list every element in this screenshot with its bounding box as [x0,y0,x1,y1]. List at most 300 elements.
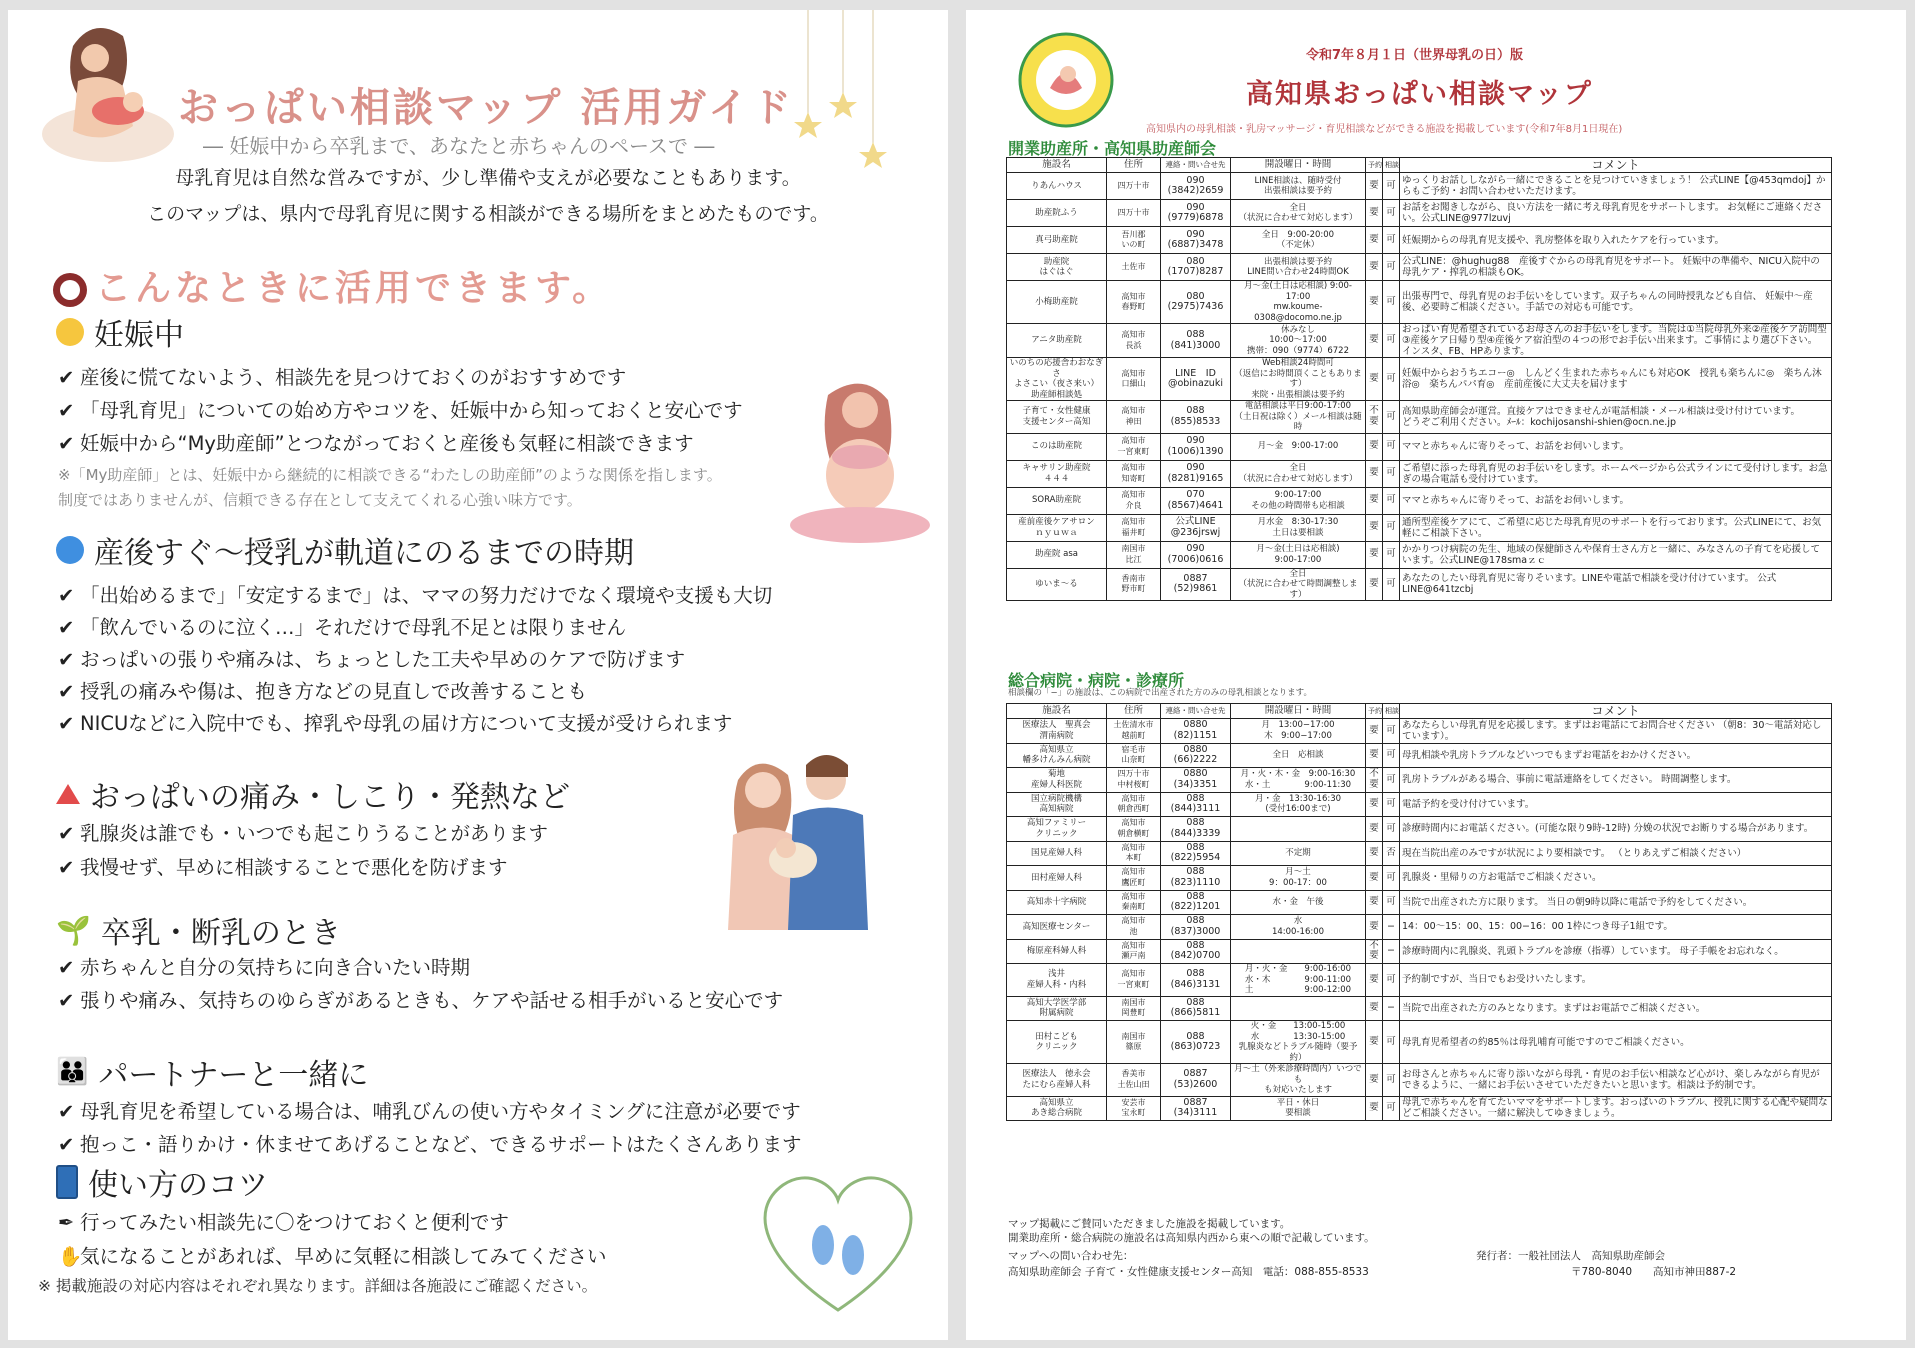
consult-flag: 可 [1383,568,1400,601]
facility-name: 助産院ふう [1007,200,1107,227]
col-reservation: 予約 [1366,158,1383,173]
facility-hours: 9:00-17:00 その他の時間帯も応相談 [1231,487,1366,514]
facility-hours: 休みなし 10:00〜17:00 携帯：090（9774）6722 [1231,324,1366,358]
footnote: ※ 掲載施設の対応内容はそれぞれ異なります。詳細は各施設にご確認ください。 [38,1277,598,1295]
reservation-flag: 要 [1366,173,1383,200]
table-row [1007,964,1832,997]
facility-hours: 月 13:00−17:00 木 9:00−17:00 [1231,719,1366,744]
table-row [1007,996,1832,1021]
consult-flag: − [1383,939,1400,964]
list-item: ✔ 抱っこ・語りかけ・休ませてあげることなど、できるサポートはたくさんあります [58,1133,802,1156]
table-row [1007,358,1832,401]
table-row [1007,866,1832,891]
table-row [1007,568,1832,601]
facility-address: 南国市 比江 [1107,541,1161,568]
facility-comment: 通所型産後ケアにて、ご希望に応じた母乳育児のサポートを行っております。公式LINEにて、お気軽にご相談下さい。 [1400,514,1832,541]
facility-name: キャサリン助産院 ４４４ [1007,460,1107,487]
family-icon: 👪 [56,1057,89,1087]
facility-phone: 0887 (52)9861 [1161,568,1231,601]
list-item: ✔ 授乳の痛みや傷は、抱き方などの見直しで改善することも [58,680,588,703]
facility-hours: 水・金 午後 [1231,890,1366,915]
table-row [1007,841,1832,866]
reservation-flag: 要 [1366,996,1383,1021]
facility-address: 高知市 介良 [1107,487,1161,514]
col-consult: 相談 [1383,158,1400,173]
facility-address: 土佐清水市 越前町 [1107,719,1161,744]
pregnant-woman-illustration [788,375,938,545]
facility-name: 高知医療センター [1007,915,1107,940]
facility-hours [1231,939,1366,964]
consult-flag: 可 [1383,866,1400,891]
facility-address: 高知市 福井町 [1107,514,1161,541]
facility-phone: 0887 (53)2600 [1161,1064,1231,1097]
facility-address: 高知市 春野町 [1107,281,1161,324]
facility-address: 四万十市 [1107,200,1161,227]
heart-wreath-footprints-illustration [743,1150,933,1320]
hospitals-note: 相談欄の「−」の施設は、この病院で出産された方のみの母乳相談となります。 [1008,688,1312,698]
reservation-flag: 要 [1366,866,1383,891]
reservation-flag: 要 [1366,324,1383,358]
consult-flag: 可 [1383,358,1400,401]
footer-contact: 高知県助産師会 子育て・女性健康支援センター高知 電話：088-855-8533 [1008,1266,1369,1278]
midwives-association-logo [1016,30,1116,130]
facility-name: 田村こども クリニック [1007,1021,1107,1064]
list-item: ✔ 赤ちゃんと自分の気持ちに向き合いたい時期 [58,956,471,979]
consult-flag: 可 [1383,964,1400,997]
clock-icon [53,273,87,307]
list-item: ✔ 「飲んでいるのに泣く…」それだけで母乳不足とは限りません [58,616,627,639]
facility-comment: ご希望に添った母乳育児のお手伝いをします。ホームページから公式ラインにて受付けします。お急ぎの場合電話も受付けています。 [1400,460,1832,487]
facility-phone: 088 (822)1201 [1161,890,1231,915]
facility-hours: 出張相談は要予約 LINE問い合わせ24時間OK [1231,254,1366,281]
table-row [1007,1064,1832,1097]
check-icon: ✔ [58,648,75,671]
map-subtitle: 高知県内の母乳相談・乳房マッサージ・育児相談などができる施設を掲載しています(令和7年8月1日現在) [1146,124,1623,135]
check-icon: ✔ [58,1100,75,1123]
consult-flag: 可 [1383,1096,1400,1121]
reservation-flag: 要 [1366,890,1383,915]
facility-phone: 070 (8567)4641 [1161,487,1231,514]
facility-comment: お話をお聞きしながら、良い方法を一緒に考え母乳育児をサポートします。 お気軽にご連絡ください。公式LINE@977lzuvj [1400,200,1832,227]
col-comment: コメント [1400,158,1832,173]
facility-hours: 平日・休日 要相談 [1231,1096,1366,1121]
facility-comment: 診療時間内にお電話ください。(可能な限り9時-12時) 分娩の状況でお断りする場合があります。 [1400,817,1832,842]
edition-date: 令和7年８月１日（世界母乳の日）版 [1306,48,1524,63]
note-line: ※「My助産師」とは、妊娠中から継続的に相談できる“わたしの助産師”のような関係を指します。 [58,466,722,484]
table-row [1007,281,1832,324]
table-row [1007,324,1832,358]
facility-hours: 月〜金(土日は応相談) 9:00-17:00 [1231,541,1366,568]
consult-flag: 可 [1383,324,1400,358]
section-partner-heading: 👪 パートナーと一緒に [56,1057,369,1093]
list-item: ✔ 母乳育児を希望している場合は、哺乳びんの使い方やタイミングに注意が必要です [58,1100,801,1123]
map-page [966,10,1906,1340]
section-pain-heading: おっぱいの痛み・しこり・発熱など [56,772,570,816]
note-line: 制度ではありませんが、信頼できる存在として支えてくれる心強い味方です。 [58,491,582,509]
consult-flag: 可 [1383,401,1400,434]
consult-flag: 否 [1383,841,1400,866]
col-reservation: 予約 [1366,704,1383,719]
table-row [1007,433,1832,460]
facility-phone: 088 (822)5954 [1161,841,1231,866]
col-hours: 開設曜日・時間 [1231,158,1366,173]
facility-phone: 090 (7006)0616 [1161,541,1231,568]
list-item: ✔ NICUなどに入院中でも、搾乳や母乳の届け方について支援が受けられます [58,712,733,735]
list-item: ✔ 張りや痛み、気持ちのゆらぎがあるときも、ケアや話せる相手がいると安心です [58,989,784,1012]
table-row [1007,254,1832,281]
consult-flag: 可 [1383,227,1400,254]
footer-contact-label: マップへの問い合わせ先： [1008,1250,1134,1262]
facility-address: 四万十市 中村桜町 [1107,768,1161,793]
list-item: ✋気になることがあれば、早めに気軽に相談してみてください [58,1245,607,1268]
facility-comment: 公式LINE：@hughug88 産後すぐからの母乳育児をサポート。 妊娠中の準備や、NICU入院中の母乳ケア・搾乳の相談もOK。 [1400,254,1832,281]
facility-phone: LINE ID @obinazuki [1161,358,1231,401]
facility-phone: 088 (844)3111 [1161,792,1231,817]
facility-hours: 全日 （状況に合わせて対応します） [1231,460,1366,487]
facility-hours: 水 14:00-16:00 [1231,915,1366,940]
facility-phone: 088 (855)8533 [1161,401,1231,434]
facility-phone: 090 (8281)9165 [1161,460,1231,487]
consult-flag: 可 [1383,200,1400,227]
facility-phone: 090 (6887)3478 [1161,227,1231,254]
reservation-flag: 不要 [1366,939,1383,964]
reservation-flag: 要 [1366,281,1383,324]
table-row [1007,915,1832,940]
consult-flag: 可 [1383,487,1400,514]
check-icon: ✔ [58,856,75,879]
reservation-flag: 要 [1366,1064,1383,1097]
list-item: ✔ 妊娠中から“My助産師”とつながっておくと産後も気軽に相談できます [58,432,694,455]
facility-comment: 妊娠期からの母乳育児支援や、乳房整体を取り入れたケアを行っています。 [1400,227,1832,254]
family-illustration [708,740,888,930]
table-row [1007,1021,1832,1064]
facility-comment: ママと赤ちゃんに寄りそって、お話をお伺いします。 [1400,487,1832,514]
footer-publisher-address: 〒780-8040 高知市神田887-2 [1571,1266,1737,1278]
reservation-flag: 要 [1366,200,1383,227]
table-row [1007,487,1832,514]
blue-circle-icon [56,536,84,564]
breastfeeding-mother-illustration [33,16,183,166]
facility-hours: 月・火・木・金 9:00-16:30 水・土 9:00-11:30 [1231,768,1366,793]
reservation-flag: 要 [1366,1096,1383,1121]
facility-hours: 電話相談は平日9:00-17:00 （土日祝は除く）メール相談は随時 [1231,401,1366,434]
section-pregnancy-heading: 妊娠中 [56,310,184,354]
facility-address: 土佐市 [1107,254,1161,281]
consult-flag: 可 [1383,281,1400,324]
facility-address: 南国市 岡豊町 [1107,996,1161,1021]
col-contact: 連絡・問い合せ先 [1161,158,1231,173]
facility-comment: 妊娠中からおうちエコー◎ しんどく生まれた赤ちゃんにも対応OK 授乳も楽ちんに◎ 楽ちん沐浴◎ 楽ちんパパ育◎ 産前産後に大丈夫を届けます [1400,358,1832,401]
facility-address: 高知市 瀬戸南 [1107,939,1161,964]
facility-address: 高知市 一宮東町 [1107,964,1161,997]
facility-name: ゆいま〜る [1007,568,1107,601]
facility-phone: 090 (1006)1390 [1161,433,1231,460]
facility-comment: 高知県助産師会が運営。直接ケアはできませんが電話相談・メール相談は受け付けています。 どうぞご利用ください。ﾒｰﾙ：kochijosanshi-shien@ocn.ne.jp [1400,401,1832,434]
facility-name: 梅原産科婦人科 [1007,939,1107,964]
facility-hours: 月・火・金 9:00-16:00 水・木 9:00-11:00 土 9:00-12:00 [1231,964,1366,997]
facility-phone: 公式LINE @236jrswj [1161,514,1231,541]
table-row [1007,460,1832,487]
facility-name: 医療法人 聖真会 渭南病院 [1007,719,1107,744]
consult-flag: 可 [1383,173,1400,200]
reservation-flag: 要 [1366,719,1383,744]
facility-address: 宿毛市 山奈町 [1107,743,1161,768]
facility-name: 医療法人 徳永会 たにむら産婦人科 [1007,1064,1107,1097]
red-triangle-icon [56,784,80,804]
facility-phone: 088 (842)0700 [1161,939,1231,964]
facility-address: 南国市 篠原 [1107,1021,1161,1064]
table-row [1007,401,1832,434]
reservation-flag: 要 [1366,915,1383,940]
facility-comment: ゆっくりお話ししながら一緒にできることを見つけていきましょう！ 公式LINE【@453qmdoj】からもご予約・お問い合わせいただけます。 [1400,173,1832,200]
reservation-flag: 要 [1366,964,1383,997]
footer-line-1: マップ掲載にご賛同いただきました施設を掲載しています。 [1008,1218,1291,1230]
reservation-flag: 要 [1366,433,1383,460]
check-icon: ✔ [58,366,75,389]
facility-comment: 出張専門で、母乳育児のお手伝いをしています。双子ちゃんの同時授乳なども自信、 妊娠中〜産後、必要時ご相談ください。手話での対応も可能です。 [1400,281,1832,324]
consult-flag: − [1383,996,1400,1021]
facility-address: 四万十市 [1107,173,1161,200]
facility-name: 小梅助産院 [1007,281,1107,324]
facility-comment: 母乳育児希望者の約85％は母乳哺育可能ですのでご相談ください。 [1400,1021,1832,1064]
reservation-flag: 不要 [1366,768,1383,793]
facility-hours: 全日 （状況に合わせて時間調整します） [1231,568,1366,601]
consult-flag: − [1383,915,1400,940]
yellow-circle-icon [56,318,84,346]
list-item: ✔ 「出始めるまで」「安定するまで」は、ママの努力だけでなく環境や支援も大切 [58,584,773,607]
facility-name: 高知県立 あき総合病院 [1007,1096,1107,1121]
facility-phone: 0880 (66)2222 [1161,743,1231,768]
reservation-flag: 要 [1366,254,1383,281]
section-tips-heading: 使い方のコツ [56,1160,268,1204]
facility-comment: ママと赤ちゃんに寄りそって、お話をお伺いします。 [1400,433,1832,460]
consult-flag: 可 [1383,817,1400,842]
footer-publisher: 発行者：一般社団法人 高知県助産師会 [1476,1250,1665,1262]
guide-title: おっぱい相談マップ 活用ガイド [178,85,795,131]
facility-phone: 080 (1707)8287 [1161,254,1231,281]
reservation-flag: 要 [1366,460,1383,487]
facility-name: 田村産婦人科 [1007,866,1107,891]
check-icon: ✔ [58,989,75,1012]
facility-name: 助産院 はぐはぐ [1007,254,1107,281]
table-row [1007,173,1832,200]
facility-name: 菊地 産婦人科医院 [1007,768,1107,793]
consult-flag: 可 [1383,254,1400,281]
facility-phone: 088 (823)1110 [1161,866,1231,891]
facility-phone: 0887 (34)3111 [1161,1096,1231,1121]
facility-phone: 088 (866)5811 [1161,996,1231,1021]
facility-comment: 母乳相談や乳房トラブルなどいつでもまずお電話をおかけください。 [1400,743,1832,768]
check-icon: ✔ [58,1133,75,1156]
facility-name: 真弓助産院 [1007,227,1107,254]
facility-comment: 14：00〜15：00、15：00−16：00 1枠につき母子1組です。 [1400,915,1832,940]
reservation-flag: 要 [1366,841,1383,866]
check-icon: ✔ [58,432,75,455]
facility-address: 高知市 神田 [1107,401,1161,434]
reservation-flag: 要 [1366,817,1383,842]
table-row [1007,890,1832,915]
facility-address: 高知市 知寄町 [1107,460,1161,487]
check-icon: ✔ [58,399,75,422]
reservation-flag: 要 [1366,568,1383,601]
facility-hours: 全日 9:00-20:00 （不定休） [1231,227,1366,254]
col-name: 施設名 [1007,704,1107,719]
facility-name: 助産院 asa [1007,541,1107,568]
facility-hours: LINE相談は、随時受付 出張相談は要予約 [1231,173,1366,200]
reservation-flag: 要 [1366,487,1383,514]
reservation-flag: 要 [1366,743,1383,768]
facility-phone: 088 (844)3339 [1161,817,1231,842]
consult-flag: 可 [1383,890,1400,915]
col-consult: 相談 [1383,704,1400,719]
facility-phone: 088 (837)3000 [1161,915,1231,940]
col-comment: コメント [1400,704,1832,719]
col-contact: 連絡・問い合せ先 [1161,704,1231,719]
table-row [1007,743,1832,768]
hanging-stars-decoration [788,10,888,180]
facility-comment: 現在当院出産のみですが状況により要相談です。 （とりあえずご相談ください） [1400,841,1832,866]
check-icon: ✔ [58,616,75,639]
consult-flag: 可 [1383,514,1400,541]
consult-flag: 可 [1383,1064,1400,1097]
pen-icon: ✒ [58,1211,75,1234]
facility-hours: 全日 （状況に合わせて対応します） [1231,200,1366,227]
facility-hours: 月・金 13:30-16:30 (受付16:00まで) [1231,792,1366,817]
facility-hours: 月〜土（外来診療時間内）いつでも も対応いたします [1231,1064,1366,1097]
facility-hours: Web相談24時間可 （返信にお時間頂くこともあります） 来院・出張相談は要予約 [1231,358,1366,401]
facility-name: 産前産後ケアサロン ｎｙｕｗａ [1007,514,1107,541]
hospitals-table [1006,703,1832,1121]
reservation-flag: 要 [1366,541,1383,568]
facility-comment: おっぱい育児希望されているお母さんのお手伝いをします。当院は①当院母乳外来②産後ケア訪問型③産後ケア日帰り型④産後ケア宿泊型の４つの形でお手伝い出来ます。ご事情により選び下さい。 インスタ、FB、HPあります。 [1400,324,1832,358]
table-row [1007,939,1832,964]
facility-comment: 電話予約を受け付けています。 [1400,792,1832,817]
facility-address: 高知市 朝倉横町 [1107,817,1161,842]
facility-phone: 080 (2975)7436 [1161,281,1231,324]
facility-hours: 全日 応相談 [1231,743,1366,768]
check-icon: ✔ [58,680,75,703]
facility-name: りあんハウス [1007,173,1107,200]
facility-phone: 088 (841)3000 [1161,324,1231,358]
section-postpartum-heading: 産後すぐ〜授乳が軌道にのるまでの時期 [56,528,634,572]
facility-phone: 0880 (34)3351 [1161,768,1231,793]
table-row [1007,768,1832,793]
col-address: 住所 [1107,158,1161,173]
facility-name: 国見産婦人科 [1007,841,1107,866]
facility-name: 高知県立 幡多けんみん病院 [1007,743,1107,768]
col-address: 住所 [1107,704,1161,719]
facility-comment: 診療時間内に乳腺炎、乳頭トラブルを診療（指導）しています。 母子手帳をお忘れなく。 [1400,939,1832,964]
list-item: ✔ 乳腺炎は誰でも・いつでも起こりうることがあります [58,822,549,845]
check-icon: ✔ [58,584,75,607]
check-icon: ✔ [58,712,75,735]
main-heading: こんなときに活用できます。 [53,260,612,311]
reservation-flag: 要 [1366,227,1383,254]
col-name: 施設名 [1007,158,1107,173]
smartphone-icon [56,1165,78,1199]
facility-name: 浅井 産婦人科・内科 [1007,964,1107,997]
facility-name: このは助産院 [1007,433,1107,460]
reservation-flag: 要 [1366,1021,1383,1064]
consult-flag: 可 [1383,433,1400,460]
facility-address: 高知市 口細山 [1107,358,1161,401]
facility-comment: あなたらしい母乳育児を応援します。まずはお電話にてお問合せください （朝8：30〜電話対応しています）。 [1400,719,1832,744]
facility-name: 国立病院機構 高知病院 [1007,792,1107,817]
facility-comment: 母乳で赤ちゃんを育てたいママをサポートします。おっぱいのトラブル、授乳に関する心配や疑問などご相談ください。一緒に解決してゆきましょう。 [1400,1096,1832,1121]
table-row [1007,200,1832,227]
facility-comment: あなたのしたい母乳育児に寄りそいます。LINEや電話で相談を受け付けています。 公式LINE@641tzcbj [1400,568,1832,601]
list-item: ✔ 「母乳育児」についての始め方やコツを、妊娠中から知っておくと安心です [58,399,743,422]
footer-line-2: 開業助産所・総合病院の施設名は高知県内西から東への順で記載しています。 [1008,1232,1375,1244]
facility-name: 高知大学医学部 附属病院 [1007,996,1107,1021]
facility-name: いのちの応援舎わおなぎさ よさこい（夜さ来い） 助産師相談処 [1007,358,1107,401]
intro-line-2: このマップは、県内で母乳育児に関する相談ができる場所をまとめたものです。 [147,203,829,225]
facility-hours [1231,817,1366,842]
facility-hours: 月〜土 9：00-17：00 [1231,866,1366,891]
facility-address: 高知市 一宮東町 [1107,433,1161,460]
facility-address: 吾川郡 いの町 [1107,227,1161,254]
list-item: ✔ 我慢せず、早めに相談することで悪化を防げます [58,856,508,879]
table-row [1007,514,1832,541]
facility-address: 香南市 野市町 [1107,568,1161,601]
facility-hours: 火・金 13:00-15:00 水 13:30-15:00 乳腺炎などトラブル随時（要予約） [1231,1021,1366,1064]
col-hours: 開設曜日・時間 [1231,704,1366,719]
facility-name: SORA助産院 [1007,487,1107,514]
facility-hours: 不定期 [1231,841,1366,866]
list-item: ✒ 行ってみたい相談先に〇をつけておくと便利です [58,1211,510,1234]
guide-subtitle: ― 妊娠中から卒乳まで、あなたと赤ちゃんのペースで ― [203,134,715,158]
facility-address: 香美市 土佐山田 [1107,1064,1161,1097]
table-row [1007,541,1832,568]
facility-address: 高知市 朝倉西町 [1107,792,1161,817]
list-item: ✔ おっぱいの張りや痛みは、ちょっとした工夫や早めのケアで防げます [58,648,686,671]
table-row [1007,1096,1832,1121]
facility-address: 高知市 鷹匠町 [1107,866,1161,891]
section-weaning-heading: 🌱 卒乳・断乳のとき [56,913,341,951]
check-icon: ✔ [58,822,75,845]
handshake-icon: ✋ [58,1245,83,1268]
facility-name: 高知赤十字病院 [1007,890,1107,915]
facility-phone: 090 (3842)2659 [1161,173,1231,200]
section-clinics-heading: 開業助産所・高知県助産師会 [1008,139,1217,158]
facility-comment: 当院で出産された方に限ります。 当日の朝9時以降に電話で予約をしてください。 [1400,890,1832,915]
facility-comment: お母さんと赤ちゃんに寄り添いながら母乳・育児のお手伝い相談など心がけ、楽しみながら育児ができるように、一緒にお手伝いさせていただきたいと思います。相談は予約制です。 [1400,1064,1832,1097]
facility-comment: 乳房トラブルがある場合、事前に電話連絡をしてください。 時間調整します。 [1400,768,1832,793]
consult-flag: 可 [1383,541,1400,568]
consult-flag: 可 [1383,1021,1400,1064]
facility-hours: 月〜金(土日は応相談) 9:00-17:00 mw.koume-0308@docomo.ne.jp [1231,281,1366,324]
clinics-table [1006,157,1842,601]
consult-flag: 可 [1383,792,1400,817]
guide-page [8,10,948,1340]
consult-flag: 可 [1383,743,1400,768]
table-row [1007,817,1832,842]
sprout-icon: 🌱 [56,913,91,947]
table-row [1007,792,1832,817]
facility-phone: 090 (9779)6878 [1161,200,1231,227]
facility-address: 安芸市 宝永町 [1107,1096,1161,1121]
consult-flag: 可 [1383,719,1400,744]
facility-name: 高知ファミリー クリニック [1007,817,1107,842]
facility-phone: 0880 (82)1151 [1161,719,1231,744]
consult-flag: 可 [1383,460,1400,487]
facility-name: 子育て・女性健康 支援センター高知 [1007,401,1107,434]
section-hospitals-heading: 総合病院・病院・診療所 [1008,671,1185,690]
facility-address: 高知市 池 [1107,915,1161,940]
table-row [1007,227,1832,254]
check-icon: ✔ [58,956,75,979]
consult-flag: 可 [1383,768,1400,793]
